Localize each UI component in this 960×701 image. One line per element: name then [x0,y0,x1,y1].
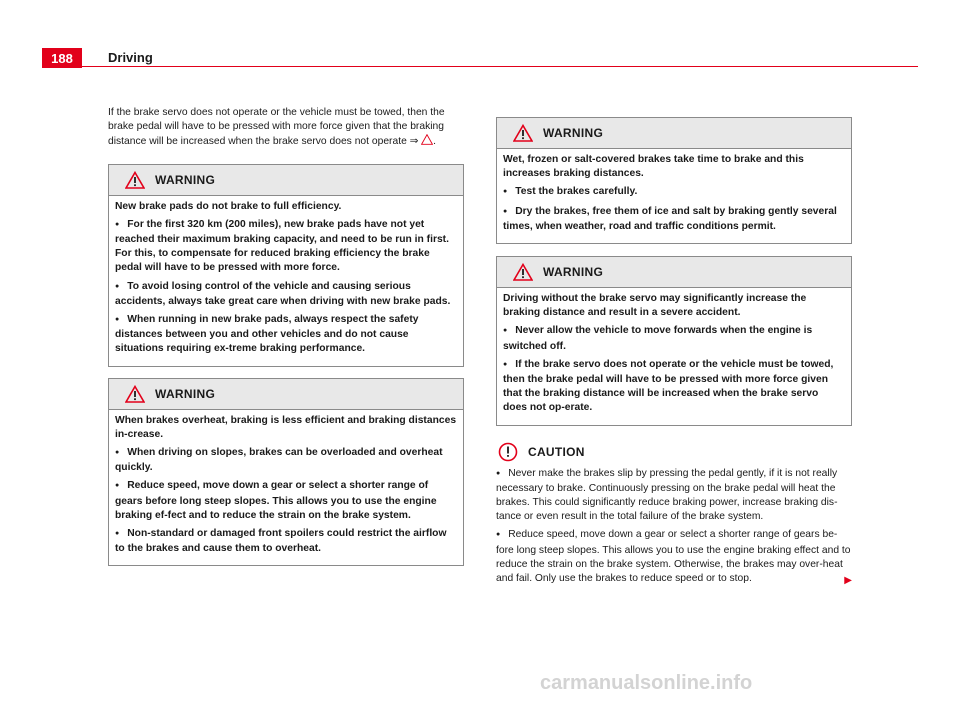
warning-lead: Driving without the brake servo may significantly increase the braking distance and result in a severe accident. [503,293,807,319]
intro-end: . [433,136,437,148]
warning-title: WARNING [543,125,604,140]
warning-title: WARNING [155,172,216,187]
warning-header [109,379,463,410]
warning-item: ● When running in new brake pads, always respect the safety distances between you and other vehicles and do not cause situations requiring ex-treme braking performance. [115,313,457,357]
warning-lead: New brake pads do not brake to full efficiency. [115,200,342,212]
right-column [496,117,852,590]
warning-lead: Wet, frozen or salt-covered brakes take time to brake and this increases braking distances. [503,154,804,180]
warning-item: ● To avoid losing control of the vehicle and causing serious accidents, always take great care when driving with new brake pads. [115,280,457,309]
warning-box-new-brake-pads [108,164,464,367]
warning-body [497,149,851,243]
warning-box-wet-brakes [496,117,852,244]
warning-body [109,410,463,566]
caution-header [498,442,852,462]
warning-item: ● Non-standard or damaged front spoilers could restrict the airflow to the brakes and cause them to overheat. [115,527,457,556]
caution-item [496,528,852,586]
caution-body [496,467,852,587]
warning-item: ● Never allow the vehicle to move forwards when the engine is switched off. [503,324,845,353]
warning-title: WARNING [543,264,604,279]
warning-item: ● For the first 320 km (200 miles), new brake pads have not yet reached their maximum braking capacity, and need to be run in first. For this, to compensate for reduced braking efficiency the brake pedal will have to be pressed with more force. [115,218,457,276]
intro-text: If the brake servo does not operate or the vehicle must be towed, then the brake pedal will have to be pressed with more force given that the braking distance will be increased when the brake servo does not operate ⇒ [108,107,445,148]
watermark: carmanualsonline.info [540,672,753,694]
warning-header [109,165,463,196]
page-number: 188 [42,48,82,68]
warning-title: WARNING [155,386,216,401]
warning-triangle-icon [125,171,145,189]
warning-triangle-icon [421,134,433,145]
warning-lead: When brakes overheat, braking is less efficient and braking distances in-crease. [115,414,457,440]
warning-triangle-icon [513,263,533,281]
warning-item: ● If the brake servo does not operate or the vehicle must be towed, then the brake pedal will have to be pressed with more force given that the braking distance will be increased when the brake servo does not op-erate. [503,358,845,416]
intro-paragraph [108,106,464,150]
warning-triangle-icon [513,124,533,142]
caution-item-text: Reduce speed, move down a gear or select a shorter range of gears be-fore long steep slopes. This allows you to use the engine braking effect and to reduce the strain on the brake system. Otherwise, the brakes may over-heat and fail. Only use the brakes to reduce speed or to stop. [496,529,851,585]
warning-item: ● When driving on slopes, brakes can be overloaded and overheat quickly. [115,446,457,475]
header-divider [82,66,918,67]
warning-box-overheat [108,378,464,567]
section-title: Driving [108,50,153,65]
caution-item: ● Never make the brakes slip by pressing the pedal gently, if it is not really necessary to brake. Continuously pressing on the brake pedal will heat the brakes. This could significantly reduce braking power, increase braking dis-tance or even result in the total failure of the brake system. [496,467,852,525]
warning-triangle-icon [125,385,145,403]
warning-header [497,118,851,149]
caution-title: CAUTION [528,444,585,459]
warning-item: ● Test the brakes carefully. [503,185,845,200]
warning-header [497,257,851,288]
warning-item: ● Dry the brakes, free them of ice and salt by braking gently several times, when weather, road and traffic conditions permit. [503,205,845,234]
warning-body [109,196,463,366]
left-column [108,106,464,577]
continue-arrow-icon: ▶ [844,575,852,587]
warning-item: ● Reduce speed, move down a gear or select a shorter range of gears before long steep slopes. This allows you to use the engine braking ef-fect and to reduce the strain on the brake system. [115,479,457,523]
caution-circle-icon [498,442,518,462]
warning-box-brake-servo [496,256,852,426]
warning-body [497,288,851,425]
